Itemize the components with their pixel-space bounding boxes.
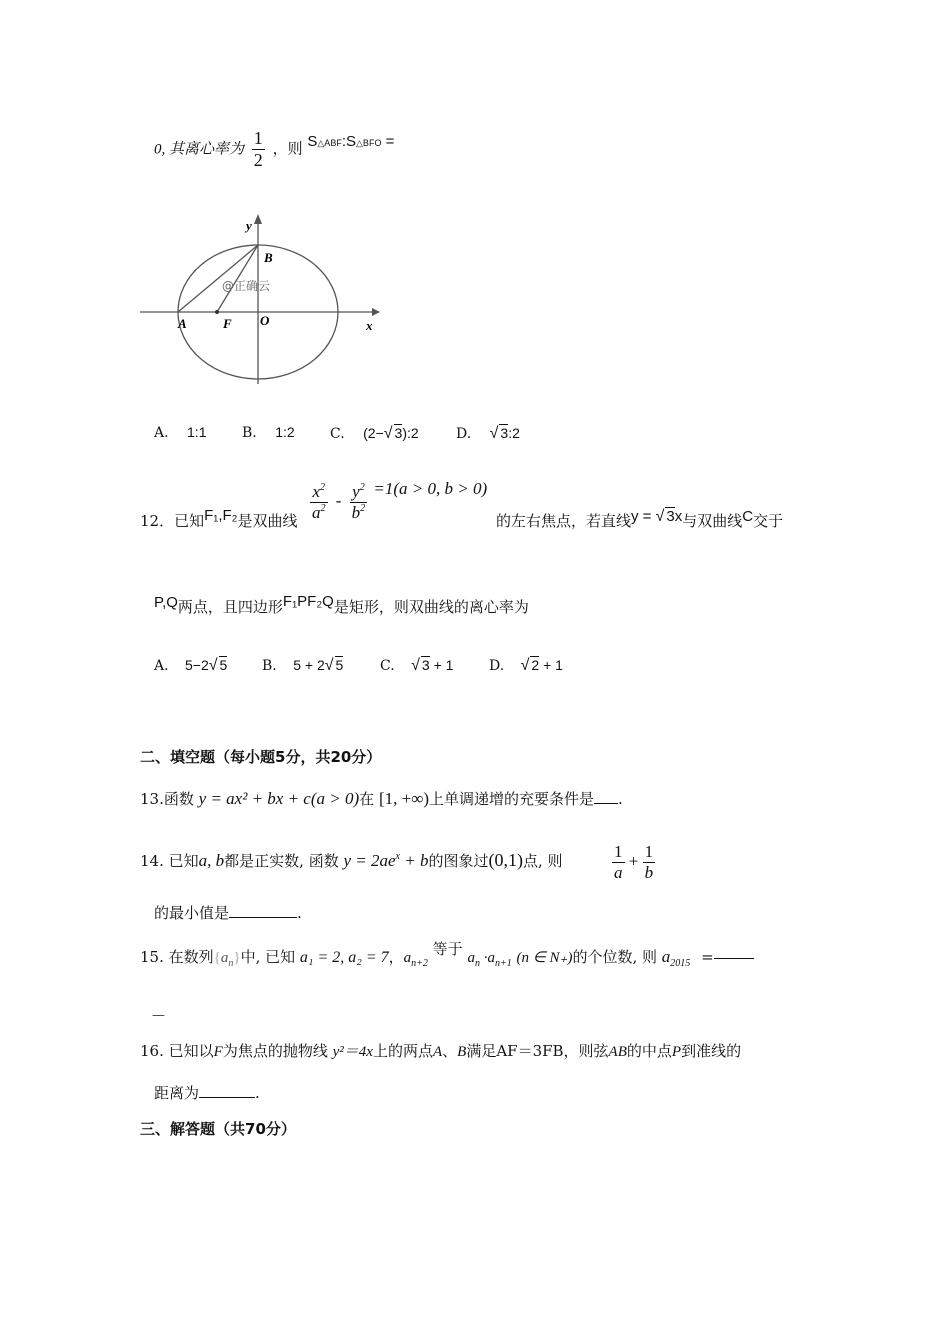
plus-sign: + [628, 851, 639, 871]
ans-sub: 2015 [670, 958, 691, 969]
point-b-label: B [264, 250, 273, 265]
q14-sum-fractions [612, 842, 655, 883]
q14-formula: y = 2ae [343, 851, 396, 870]
answer-blank[interactable] [199, 1097, 255, 1098]
ratio-colon: : [341, 132, 346, 150]
q12-number: 12．已知 [140, 512, 205, 530]
hyperbola-equation [310, 479, 488, 523]
q13-end: . [618, 790, 623, 808]
point-a-label: A [178, 316, 187, 331]
option-letter: A. [154, 658, 169, 674]
q13-interval: [1, +∞) [378, 789, 429, 808]
option-radicand: 2 [531, 657, 540, 673]
q12-text: 是矩形，则双曲线的离心率为 [333, 598, 529, 616]
q15-text: 等于 [432, 940, 463, 958]
q11-mid: ，则 [272, 139, 303, 158]
q15-comma: ， [388, 948, 404, 966]
q14-end: . [297, 904, 302, 922]
frac-numerator: 1 [644, 842, 654, 861]
seq-var: a [220, 950, 229, 966]
line-radicand: 3 [666, 508, 675, 525]
q12-option-a [154, 656, 227, 675]
q14-text: 已知 [168, 852, 199, 870]
option-radicand: 3 [394, 425, 403, 441]
q14-text: 点, 则 [523, 852, 563, 870]
area-sub2: △BFO [356, 137, 382, 148]
q11-prefix: 0, 其离心率为 [154, 141, 245, 158]
option-text: 5−2√ 5 [185, 657, 228, 674]
q16-text: 满足AF＝3FB，则弦 [466, 1042, 609, 1060]
q14-text: 的最小值是 [154, 904, 230, 922]
option-text: √ 3 + 1 [411, 657, 454, 674]
q14-exponent: x [395, 851, 400, 862]
q12-option-d [489, 656, 563, 675]
q14-text: 都是正实数, 函数 [224, 852, 339, 870]
option-pre: 5 + 2 [293, 657, 325, 673]
area-s2: S [346, 132, 357, 150]
q14-formula-tail: + b [400, 851, 429, 870]
option-text: 1:2 [275, 424, 295, 440]
hyperbola-condition: =1(a > 0, b > 0) [373, 479, 488, 499]
quadrilateral: F₁PF₂Q [282, 593, 334, 610]
q16-text: 、 [442, 1042, 458, 1060]
q11-line [154, 128, 394, 171]
q16-text: 上的两点 [372, 1042, 433, 1060]
q15-line: 15. 在数列$\{a_n\}$中, 已知 a₁ = 2, a₂ = 7，$a_{n+2}$ 等于 $a_n \cdot a_{n+1}$ (n ∈ N₊)的个位数, 则 $a_{2015}$ = [140, 946, 754, 967]
frac-x2-a2: $\frac{x^2}{a^2}$ [312, 482, 326, 522]
frac-denominator: a [614, 863, 623, 882]
option-text: 1:1 [187, 424, 207, 440]
answer-blank[interactable] [594, 803, 618, 804]
q15-given: a₁ = 2, a₂ = 7 [299, 949, 389, 966]
option-letter: C. [380, 658, 395, 674]
var-y: y [352, 482, 360, 501]
q15-condition: (n ∈ N₊) [516, 950, 573, 966]
q11-option-b [242, 424, 295, 441]
section-heading-fill-blank: 二、填空题（每小题5分，共20分） [140, 748, 382, 766]
origin-label: O [260, 313, 270, 328]
y-axis-arrow [254, 214, 262, 224]
frac-1-a [612, 842, 625, 883]
var-a: a [312, 503, 321, 522]
q12-foci: F₁,F₂ [204, 507, 238, 524]
q15-number: 15. [140, 948, 164, 966]
answer-blank[interactable] [229, 917, 297, 918]
y-axis-label: y [246, 218, 252, 233]
minus-sign: - [335, 491, 342, 511]
option-letter: D. [456, 426, 472, 442]
q16-text: 为焦点的抛物线 [222, 1042, 328, 1060]
ans-term: a [661, 947, 671, 966]
var-b: b [351, 503, 361, 522]
q11-option-a [154, 424, 206, 441]
q15-text: 的个位数, 则 [572, 948, 658, 966]
q13-text: 在 [359, 790, 375, 808]
q13-text: 函数 [163, 790, 194, 808]
area-s1: S [307, 132, 318, 150]
q13-text: 上单调递增的充要条件是 [428, 790, 594, 808]
option-letter: A. [154, 425, 169, 441]
q16-var: B [457, 1044, 467, 1060]
q11-option-c [330, 424, 419, 443]
q12-line1 [140, 507, 298, 531]
option-radicand: 5 [335, 657, 344, 673]
frac-numerator: 1 [614, 842, 623, 861]
option-post: + 1 [429, 657, 454, 673]
q14-line1 [140, 850, 563, 871]
option-radicand: 5 [219, 657, 228, 673]
q12-text: 的左右焦点，若直线 [496, 512, 632, 530]
q12-text: 两点，且四边形 [177, 598, 283, 616]
q12-text: 与双曲线 [682, 512, 743, 530]
q11-eccentricity-fraction [252, 128, 265, 171]
curve-c: C [742, 508, 754, 525]
q14-number: 14. [140, 852, 164, 870]
option-text: √ 2 + 1 [520, 657, 563, 674]
option-post: + 1 [539, 657, 563, 673]
q12-text: 是双曲线 [237, 512, 298, 530]
prod-sub2: n+1 [494, 958, 512, 969]
q15-text: 在数列 [168, 948, 214, 966]
option-radicand: 3 [421, 657, 430, 673]
frac-numerator: 1 [253, 128, 263, 148]
q14-text: 的图象过 [428, 852, 489, 870]
option-letter: B. [242, 425, 257, 441]
line-eq: y = [631, 508, 656, 525]
x-axis-label: x [366, 318, 373, 333]
section-heading-answer: 三、解答题（共70分） [140, 1120, 296, 1138]
focus-point [215, 310, 219, 314]
q16-parabola: y²＝4x [332, 1044, 373, 1060]
ellipse-figure [140, 212, 380, 387]
x-axis-arrow [372, 308, 380, 316]
prod-term: a [467, 950, 475, 966]
ratio-equals: = [385, 132, 395, 150]
q14-vars: a, b [198, 851, 225, 870]
q12-line1-right: 的左右焦点，若直线y = √ 3x与双曲线C交于 [496, 508, 784, 530]
q16-text: 距离为 [154, 1084, 200, 1102]
frac-denominator: 2 [253, 150, 263, 170]
option-letter: B. [262, 658, 277, 674]
seq-sub: n [228, 958, 234, 969]
q14-line2 [154, 902, 302, 923]
var-x: x [312, 482, 321, 501]
q11-option-d [456, 424, 520, 443]
q16-line1 [140, 1040, 741, 1061]
frac-denominator: b [644, 863, 654, 882]
answer-blank[interactable] [714, 958, 754, 959]
points-pq: P,Q [154, 594, 178, 611]
q12-option-c [380, 656, 453, 675]
q14-point: (0,1) [488, 850, 523, 870]
q12-text: 交于 [753, 512, 784, 530]
q11-area-ratio [307, 133, 394, 150]
option-post: :2 [508, 425, 520, 441]
q16-text: 的中点 [626, 1042, 672, 1060]
q13-line [140, 788, 623, 809]
q16-number: 16. [140, 1042, 164, 1060]
prod-sub: n [474, 958, 480, 969]
q16-text: 已知以 [168, 1042, 214, 1060]
watermark: @正确云 [222, 279, 271, 293]
q12-option-b [262, 656, 343, 675]
q16-text: 到准线的 [681, 1042, 742, 1060]
option-text: 5 + 2√ 5 [293, 657, 344, 674]
option-pre: (2− [363, 425, 384, 441]
q16-line2 [154, 1082, 260, 1103]
frac-y2-b2: $\frac{y^2}{b^2}$ [351, 482, 366, 522]
option-letter: D. [489, 658, 505, 674]
q16-var: AB [608, 1044, 627, 1060]
frac-1-b [643, 842, 656, 883]
area-sub1: △ABF [317, 137, 342, 148]
q16-var: F [213, 1044, 223, 1060]
option-radicand: 3 [500, 425, 509, 441]
point-f-label: F [223, 316, 232, 331]
line-var: x [674, 508, 683, 525]
q15-tail: — [152, 1008, 165, 1023]
q13-formula: y = ax² + bx + c(a > 0) [198, 789, 360, 808]
option-pre: 5−2 [185, 657, 209, 673]
prod-term2: ·a [483, 950, 495, 966]
q12-line2 [154, 593, 529, 617]
q16-var: A [432, 1044, 443, 1060]
a-term: a [403, 950, 412, 966]
option-letter: C. [330, 426, 345, 442]
option-text: (2−√ 3):2 [363, 425, 419, 442]
option-text: √ 3:2 [489, 425, 520, 442]
equals-sign: = [701, 948, 714, 966]
a-sub: n+2 [411, 958, 428, 969]
q16-end: . [255, 1084, 260, 1102]
q13-number: 13. [140, 790, 164, 808]
option-post: ):2 [402, 425, 419, 441]
q16-var: P [671, 1044, 682, 1060]
q15-text: 中, 已知 [240, 948, 296, 966]
